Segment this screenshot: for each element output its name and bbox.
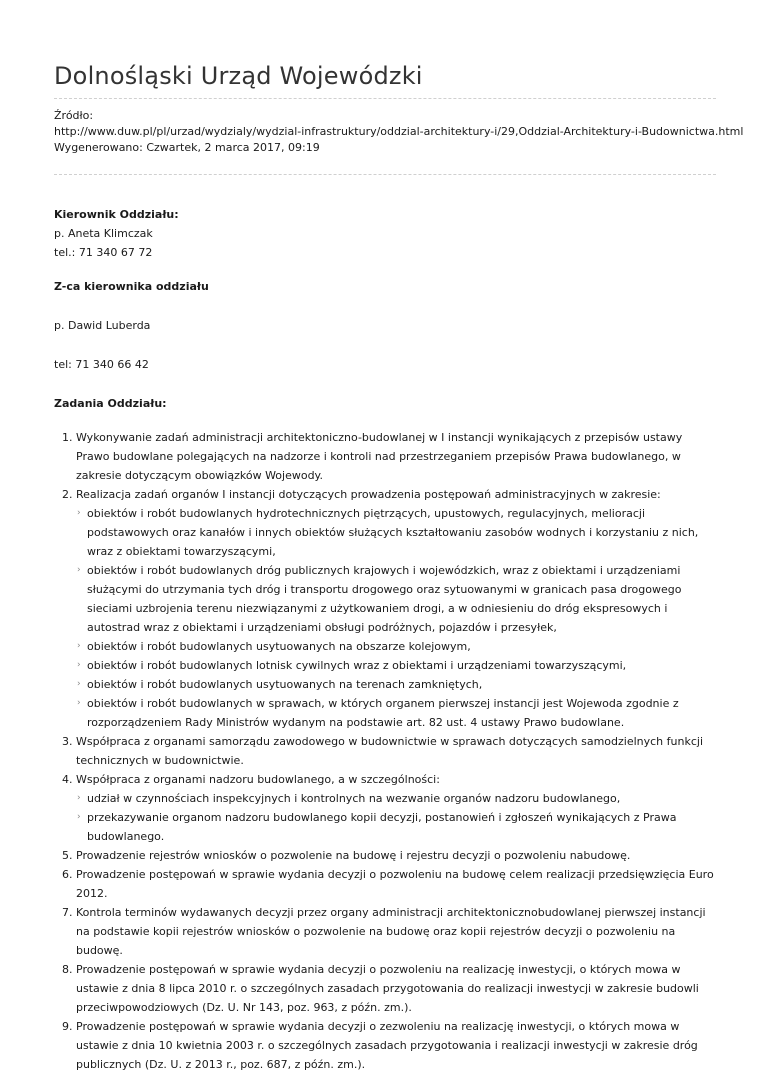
source-label: Źródło: [54,109,94,122]
head-name: p. Aneta Klimczak [54,227,153,240]
task-item [76,903,716,960]
header-divider [54,98,716,99]
task-text: Prowadzenie rejestrów wniosków o pozwolenie na budowę i rejestru decyzji o pozwoleniu nabudowę. [76,849,631,862]
chevron-right-icon: › [77,793,81,803]
task-text: Prowadzenie postępowań w sprawie wydania decyzji o pozwoleniu na budowę celem realizacji przedsięwzięcia Euro 2012. [76,868,714,900]
chevron-right-icon: › [77,565,81,575]
task-subitem-text: obiektów i robót budowlanych usytuowanych na obszarze kolejowym, [87,640,471,653]
chevron-right-icon: › [77,698,81,708]
source-url[interactable]: http://www.duw.pl/pl/urzad/wydzialy/wydzial-infrastruktury/oddzial-architektury-i/29,Oddzial-Architektury-i-Budownictwa.html [54,125,744,138]
deputy-name: p. Dawid Luberda [54,319,151,332]
task-subitem [76,656,716,675]
tasks-list [54,428,716,1074]
task-text: Współpraca z organami samorządu zawodowego w budownictwie w sprawach dotyczących samodzielnych funkcji technicznych w budownictwie. [76,735,703,767]
task-subitem-text: obiektów i robót budowlanych usytuowanych na terenach zamkniętych, [87,678,483,691]
task-subitem-text: obiektów i robót budowlanych lotnisk cywilnych wraz z obiektami i urządzeniami towarzyszącymi, [87,659,627,672]
task-subitem [76,504,716,561]
task-text: Prowadzenie postępowań w sprawie wydania decyzji o zezwoleniu na realizację inwestycji, o których mowa w ustawie z dnia 10 kwietnia 2003 r. o szczególnych zasadach przygotowania i realizacji inwestycji w zakresie dróg publicznych (Dz. U. z 2013 r., poz. 687, z późn. zm.). [76,1020,698,1071]
deputy-label: Z-ca kierownika oddziału [54,280,209,293]
head-phone: tel.: 71 340 67 72 [54,246,153,259]
chevron-right-icon: › [77,679,81,689]
task-item [76,485,716,732]
task-subitem-text: przekazywanie organom nadzoru budowlanego kopii decyzji, postanowień i zgłoszeń wynikających z Prawa budowlanego. [87,811,677,843]
task-subitem [76,637,716,656]
task-text: Współpraca z organami nadzoru budowlanego, a w szczególności: [76,773,440,786]
task-text: Kontrola terminów wydawanych decyzji przez organy administracji architektonicznobudowlanej pierwszej instancji na podstawie kopii rejestrów wniosków o pozwolenie na budowę oraz kopii rejestrów decyzji o pozwoleniu na budowę. [76,906,706,957]
chevron-right-icon: › [77,641,81,651]
article-content [54,205,716,1074]
task-subitem [76,789,716,808]
task-text: Prowadzenie postępowań w sprawie wydania decyzji o pozwoleniu na realizację inwestycji, o których mowa w ustawie z dnia 8 lipca 2010 r. o szczególnych zasadach przygotowania do realizacji inwestycji w zakresie budowli przeciwpowodziowych (Dz. U. Nr 143, poz. 963, z późn. zm.). [76,963,699,1014]
task-subitem-text: obiektów i robót budowlanych w sprawach, w których organem pierwszej instancji jest Wojewoda zgodnie z rozporządzeniem Rady Ministrów wydanym na podstawie art. 82 ust. 4 ustawy Prawo budowlane. [87,697,679,729]
task-item [76,732,716,770]
source-meta [54,108,743,156]
task-subitem [76,808,716,846]
task-item [76,846,716,865]
task-subitem-text: obiektów i robót budowlanych hydrotechnicznych piętrzących, upustowych, regulacyjnych, melioracji podstawowych oraz kanałów i innych obiektów służących kształtowaniu zasobów wodnych i korzystaniu z nich, wraz z obiektami towarzyszącymi, [87,507,699,558]
chevron-right-icon: › [77,508,81,518]
task-item [76,1017,716,1074]
task-subitem-text: obiektów i robót budowlanych dróg publicznych krajowych i wojewódzkich, wraz z obiektami i urządzeniami służącymi do utrzymania tych dróg i transportu drogowego oraz sytuowanymi w granicach pasa drogowego sieciami uzbrojenia terenu niezwiązanymi z użytkowaniem drogi, a w odniesieniu do dróg ekspresowych i autostrad wraz z obiektami i urządzeniami obsługi podróżnych, pojazdów i przesyłek, [87,564,682,634]
task-item [76,428,716,485]
tasks-label: Zadania Oddziału: [54,397,167,410]
task-subitem [76,694,716,732]
deputy-phone: tel: 71 340 66 42 [54,358,149,371]
head-label: Kierownik Oddziału: [54,208,179,221]
chevron-right-icon: › [77,660,81,670]
site-title: Dolnośląski Urząd Wojewódzki [54,62,423,90]
task-subitem [76,675,716,694]
task-item [76,960,716,1017]
task-text: Realizacja zadań organów I instancji dotyczących prowadzenia postępowań administracyjnych w zakresie: [76,488,661,501]
task-item [76,770,716,846]
task-subitem [76,561,716,637]
task-sublist [76,789,716,846]
generated-date: Wygenerowano: Czwartek, 2 marca 2017, 09:19 [54,141,320,154]
meta-divider [54,174,716,175]
chevron-right-icon: › [77,812,81,822]
task-text: Wykonywanie zadań administracji architektoniczno-budowlanej w I instancji wynikających z przepisów ustawy Prawo budowlane polegających na nadzorze i kontroli nad przestrzeganiem przepisów Prawa budowlanego, w zakresie dotyczącym obowiązków Wojewody. [76,431,683,482]
task-item [76,865,716,903]
task-sublist [76,504,716,732]
task-subitem-text: udział w czynnościach inspekcyjnych i kontrolnych na wezwanie organów nadzoru budowlanego, [87,792,621,805]
